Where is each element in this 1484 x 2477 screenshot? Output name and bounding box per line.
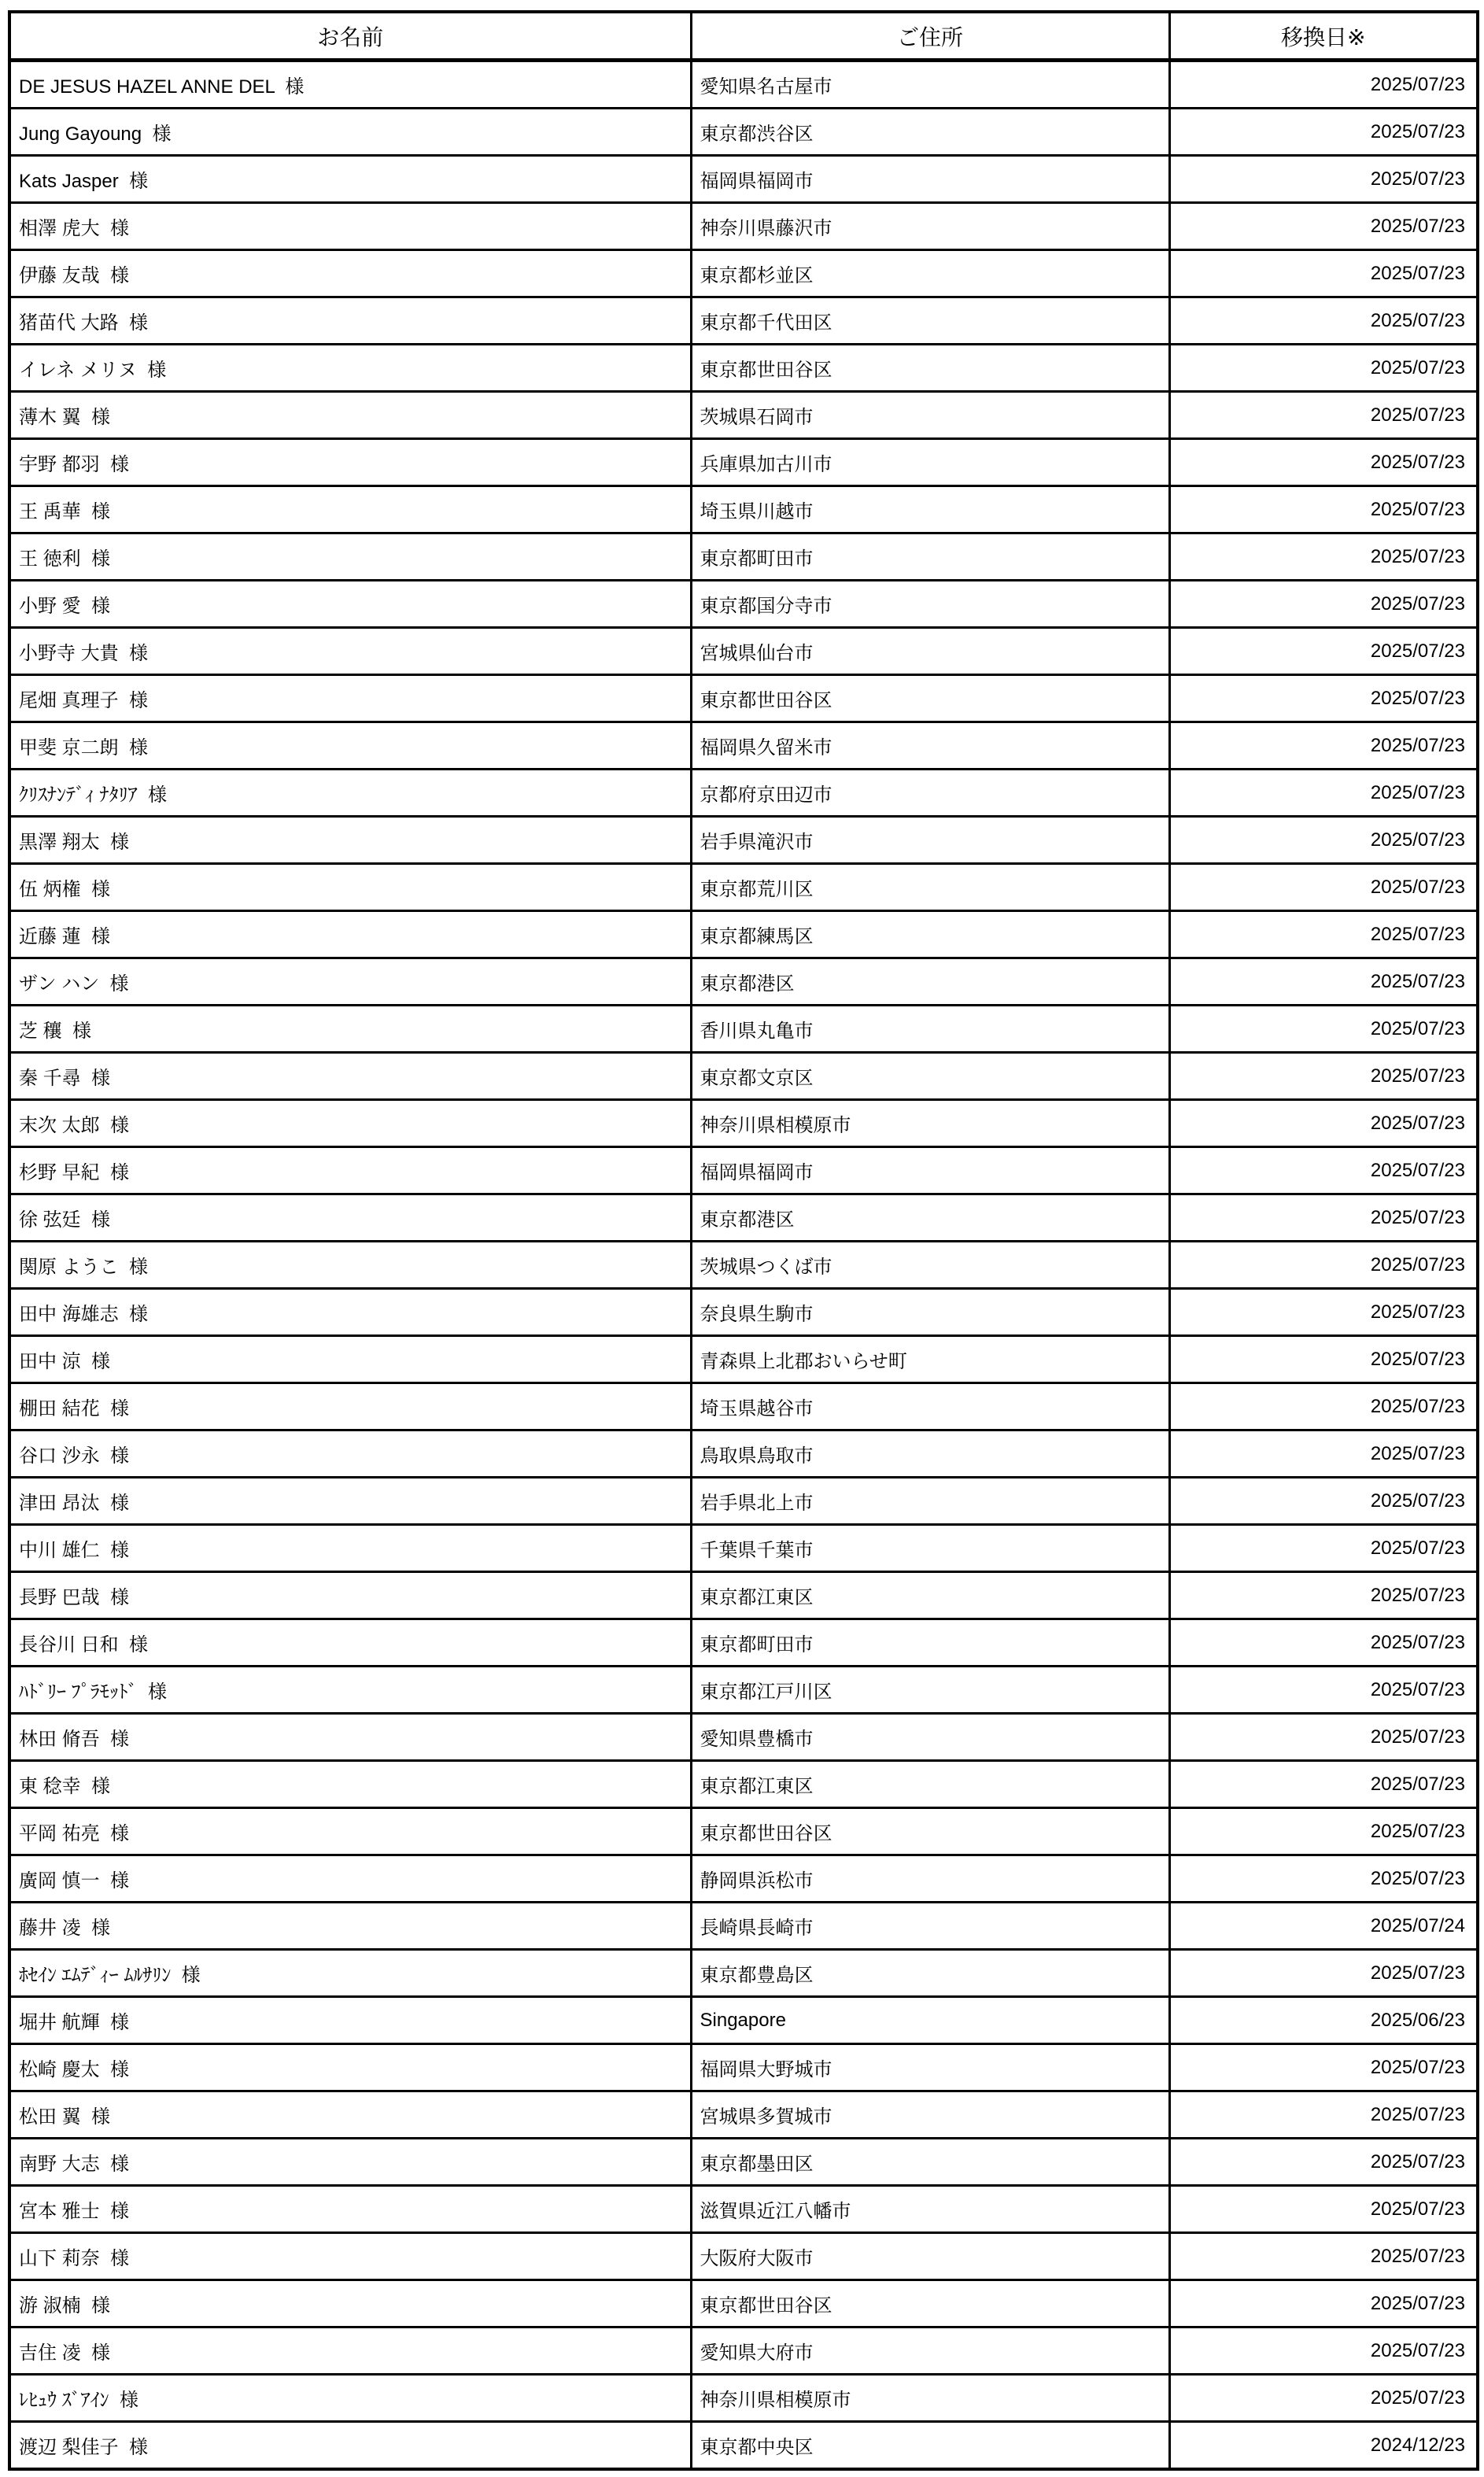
table-row [9, 203, 1478, 250]
cell-transfer-date: 2025/07/23 [1169, 2375, 1478, 2422]
cell-customer-name: 廣岡 慎一 様 [9, 1855, 691, 1903]
table-row [9, 2186, 1478, 2233]
cell-transfer-date: 2025/07/23 [1169, 1289, 1478, 1336]
table-row [9, 2422, 1478, 2470]
cell-customer-name: イレネ メリヌ 様 [9, 345, 691, 392]
cell-transfer-date: 2025/07/23 [1169, 345, 1478, 392]
cell-address: 愛知県大府市 [691, 2327, 1169, 2375]
table-row [9, 2280, 1478, 2327]
cell-customer-name: 藤井 凌 様 [9, 1903, 691, 1950]
cell-address: 岩手県北上市 [691, 1478, 1169, 1525]
cell-transfer-date: 2025/07/23 [1169, 817, 1478, 864]
cell-transfer-date: 2025/07/23 [1169, 1147, 1478, 1194]
cell-address: 静岡県浜松市 [691, 1855, 1169, 1903]
cell-address: 岩手県滝沢市 [691, 817, 1169, 864]
cell-address: 福岡県福岡市 [691, 156, 1169, 203]
cell-customer-name: 渡辺 梨佳子 様 [9, 2422, 691, 2470]
cell-customer-name: 芝 穰 様 [9, 1006, 691, 1053]
cell-transfer-date: 2025/07/23 [1169, 1053, 1478, 1100]
cell-address: 宮城県仙台市 [691, 628, 1169, 675]
cell-transfer-date: 2025/07/23 [1169, 1761, 1478, 1808]
cell-customer-name: ｸﾘｽﾅﾝﾃﾞｨ ﾅﾀﾘｱ 様 [9, 770, 691, 817]
cell-customer-name: 王 禹華 様 [9, 486, 691, 533]
cell-customer-name: 田中 海雄志 様 [9, 1289, 691, 1336]
cell-transfer-date: 2025/07/23 [1169, 109, 1478, 156]
cell-address: 香川県丸亀市 [691, 1006, 1169, 1053]
cell-address: 福岡県久留米市 [691, 722, 1169, 770]
table-row [9, 817, 1478, 864]
cell-customer-name: 林田 脩吾 様 [9, 1714, 691, 1761]
table-row [9, 1478, 1478, 1525]
cell-customer-name: 伍 炳権 様 [9, 864, 691, 911]
table-row [9, 2044, 1478, 2091]
cell-customer-name: ﾊﾄﾞﾘｰ ﾌﾟﾗﾓｯﾄﾞ 様 [9, 1667, 691, 1714]
table-row [9, 1761, 1478, 1808]
cell-address: 宮城県多賀城市 [691, 2091, 1169, 2139]
table-row [9, 628, 1478, 675]
cell-address: 埼玉県越谷市 [691, 1383, 1169, 1430]
cell-address: 愛知県豊橋市 [691, 1714, 1169, 1761]
table-row [9, 1619, 1478, 1667]
cell-customer-name: DE JESUS HAZEL ANNE DEL 様 [9, 61, 691, 109]
cell-address: 愛知県名古屋市 [691, 61, 1169, 109]
cell-transfer-date: 2025/07/23 [1169, 533, 1478, 581]
cell-address: 福岡県福岡市 [691, 1147, 1169, 1194]
cell-transfer-date: 2025/07/23 [1169, 581, 1478, 628]
cell-address: 東京都江戸川区 [691, 1667, 1169, 1714]
cell-transfer-date: 2025/07/23 [1169, 203, 1478, 250]
cell-customer-name: 中川 雄仁 様 [9, 1525, 691, 1572]
cell-address: 東京都千代田区 [691, 297, 1169, 345]
table-row [9, 770, 1478, 817]
cell-customer-name: ﾚﾋｭｳ ｽﾞｱｲﾝ 様 [9, 2375, 691, 2422]
cell-address: 兵庫県加古川市 [691, 439, 1169, 486]
cell-address: 東京都世田谷区 [691, 675, 1169, 722]
cell-customer-name: Kats Jasper 様 [9, 156, 691, 203]
cell-address: 東京都世田谷区 [691, 1808, 1169, 1855]
cell-transfer-date: 2025/07/23 [1169, 1242, 1478, 1289]
cell-address: 東京都町田市 [691, 533, 1169, 581]
table-row [9, 1194, 1478, 1242]
table-row [9, 2091, 1478, 2139]
cell-transfer-date: 2025/07/23 [1169, 1383, 1478, 1430]
table-row [9, 1525, 1478, 1572]
cell-customer-name: 東 稔幸 様 [9, 1761, 691, 1808]
cell-transfer-date: 2025/07/23 [1169, 1855, 1478, 1903]
table-row [9, 486, 1478, 533]
table-row [9, 1006, 1478, 1053]
cell-transfer-date: 2025/07/23 [1169, 392, 1478, 439]
cell-customer-name: 近藤 蓮 様 [9, 911, 691, 958]
cell-customer-name: 宇野 都羽 様 [9, 439, 691, 486]
cell-customer-name: 松崎 慶太 様 [9, 2044, 691, 2091]
cell-transfer-date: 2025/07/23 [1169, 156, 1478, 203]
cell-customer-name: ﾎｾｲﾝ ｴﾑﾃﾞｨｰ ﾑﾙｻﾘﾝ 様 [9, 1950, 691, 1997]
cell-address: 東京都国分寺市 [691, 581, 1169, 628]
cell-address: 神奈川県相模原市 [691, 2375, 1169, 2422]
table-row [9, 1808, 1478, 1855]
header-cell-name: お名前 [9, 12, 691, 61]
cell-address: 長崎県長崎市 [691, 1903, 1169, 1950]
cell-transfer-date: 2025/06/23 [1169, 1997, 1478, 2044]
cell-address: 東京都世田谷区 [691, 2280, 1169, 2327]
table-row [9, 1053, 1478, 1100]
table-row [9, 533, 1478, 581]
cell-address: Singapore [691, 1997, 1169, 2044]
cell-transfer-date: 2025/07/23 [1169, 628, 1478, 675]
cell-address: 鳥取県鳥取市 [691, 1430, 1169, 1478]
header-row [9, 12, 1478, 61]
table-row [9, 61, 1478, 109]
cell-transfer-date: 2025/07/23 [1169, 2139, 1478, 2186]
cell-transfer-date: 2025/07/23 [1169, 675, 1478, 722]
cell-transfer-date: 2025/07/23 [1169, 1808, 1478, 1855]
cell-transfer-date: 2025/07/23 [1169, 722, 1478, 770]
table-row [9, 250, 1478, 297]
cell-transfer-date: 2025/07/23 [1169, 770, 1478, 817]
table-row [9, 2139, 1478, 2186]
cell-customer-name: 小野 愛 様 [9, 581, 691, 628]
table-row [9, 1242, 1478, 1289]
cell-customer-name: 宮本 雅士 様 [9, 2186, 691, 2233]
cell-transfer-date: 2025/07/23 [1169, 958, 1478, 1006]
table-row [9, 439, 1478, 486]
cell-transfer-date: 2025/07/23 [1169, 297, 1478, 345]
cell-transfer-date: 2025/07/23 [1169, 486, 1478, 533]
table-row [9, 2375, 1478, 2422]
cell-transfer-date: 2025/07/23 [1169, 911, 1478, 958]
cell-address: 東京都中央区 [691, 2422, 1169, 2470]
cell-transfer-date: 2025/07/23 [1169, 1950, 1478, 1997]
cell-transfer-date: 2025/07/23 [1169, 2091, 1478, 2139]
table-row [9, 581, 1478, 628]
table-row [9, 1950, 1478, 1997]
cell-address: 大阪府大阪市 [691, 2233, 1169, 2280]
cell-customer-name: 游 淑楠 様 [9, 2280, 691, 2327]
cell-transfer-date: 2025/07/23 [1169, 1667, 1478, 1714]
table-row [9, 109, 1478, 156]
cell-customer-name: 堀井 航輝 様 [9, 1997, 691, 2044]
cell-address: 東京都墨田区 [691, 2139, 1169, 2186]
cell-address: 滋賀県近江八幡市 [691, 2186, 1169, 2233]
cell-address: 東京都荒川区 [691, 864, 1169, 911]
cell-address: 東京都渋谷区 [691, 109, 1169, 156]
cell-customer-name: 猪苗代 大路 様 [9, 297, 691, 345]
cell-address: 埼玉県川越市 [691, 486, 1169, 533]
table-row [9, 1383, 1478, 1430]
cell-address: 千葉県千葉市 [691, 1525, 1169, 1572]
cell-transfer-date: 2025/07/23 [1169, 1619, 1478, 1667]
table-row [9, 156, 1478, 203]
table-row [9, 1430, 1478, 1478]
cell-transfer-date: 2025/07/23 [1169, 1525, 1478, 1572]
table-row [9, 1667, 1478, 1714]
cell-address: 東京都世田谷区 [691, 345, 1169, 392]
cell-address: 東京都文京区 [691, 1053, 1169, 1100]
cell-customer-name: 王 徳利 様 [9, 533, 691, 581]
cell-transfer-date: 2025/07/23 [1169, 864, 1478, 911]
cell-customer-name: 黒澤 翔太 様 [9, 817, 691, 864]
table-row [9, 958, 1478, 1006]
cell-customer-name: 山下 莉奈 様 [9, 2233, 691, 2280]
cell-transfer-date: 2025/07/23 [1169, 1100, 1478, 1147]
cell-transfer-date: 2025/07/23 [1169, 61, 1478, 109]
table-row [9, 345, 1478, 392]
cell-customer-name: 吉住 凌 様 [9, 2327, 691, 2375]
cell-customer-name: 尾畑 真理子 様 [9, 675, 691, 722]
cell-transfer-date: 2025/07/23 [1169, 439, 1478, 486]
header-cell-date: 移換日※ [1169, 12, 1478, 61]
cell-address: 東京都港区 [691, 1194, 1169, 1242]
table-body [9, 61, 1478, 2470]
cell-customer-name: 薄木 翼 様 [9, 392, 691, 439]
cell-customer-name: 相澤 虎大 様 [9, 203, 691, 250]
cell-address: 神奈川県相模原市 [691, 1100, 1169, 1147]
table-row [9, 2233, 1478, 2280]
cell-customer-name: Jung Gayoung 様 [9, 109, 691, 156]
cell-transfer-date: 2025/07/23 [1169, 1336, 1478, 1383]
cell-transfer-date: 2025/07/23 [1169, 2280, 1478, 2327]
cell-customer-name: 長谷川 日和 様 [9, 1619, 691, 1667]
cell-customer-name: 松田 翼 様 [9, 2091, 691, 2139]
transfer-date-table [8, 10, 1479, 2471]
cell-address: 福岡県大野城市 [691, 2044, 1169, 2091]
cell-transfer-date: 2025/07/23 [1169, 1194, 1478, 1242]
table-row [9, 1714, 1478, 1761]
cell-customer-name: 小野寺 大貴 様 [9, 628, 691, 675]
cell-customer-name: 杉野 早紀 様 [9, 1147, 691, 1194]
cell-address: 茨城県石岡市 [691, 392, 1169, 439]
cell-customer-name: 関原 ようこ 様 [9, 1242, 691, 1289]
cell-address: 東京都豊島区 [691, 1950, 1169, 1997]
cell-customer-name: 津田 昂汰 様 [9, 1478, 691, 1525]
table-row [9, 722, 1478, 770]
table-header [9, 12, 1478, 61]
cell-customer-name: 伊藤 友哉 様 [9, 250, 691, 297]
cell-transfer-date: 2025/07/23 [1169, 2044, 1478, 2091]
cell-transfer-date: 2025/07/23 [1169, 1714, 1478, 1761]
cell-address: 東京都港区 [691, 958, 1169, 1006]
cell-customer-name: 秦 千尋 様 [9, 1053, 691, 1100]
cell-address: 東京都江東区 [691, 1572, 1169, 1619]
cell-transfer-date: 2025/07/23 [1169, 250, 1478, 297]
table-row [9, 1289, 1478, 1336]
table-row [9, 392, 1478, 439]
cell-transfer-date: 2024/12/23 [1169, 2422, 1478, 2470]
table-row [9, 675, 1478, 722]
cell-transfer-date: 2025/07/23 [1169, 1430, 1478, 1478]
cell-address: 東京都江東区 [691, 1761, 1169, 1808]
cell-transfer-date: 2025/07/23 [1169, 2186, 1478, 2233]
cell-customer-name: 棚田 結花 様 [9, 1383, 691, 1430]
cell-customer-name: ザン ハン 様 [9, 958, 691, 1006]
table-row [9, 297, 1478, 345]
table-row [9, 1855, 1478, 1903]
cell-transfer-date: 2025/07/23 [1169, 1572, 1478, 1619]
cell-transfer-date: 2025/07/23 [1169, 2233, 1478, 2280]
cell-address: 青森県上北郡おいらせ町 [691, 1336, 1169, 1383]
cell-customer-name: 南野 大志 様 [9, 2139, 691, 2186]
cell-address: 京都府京田辺市 [691, 770, 1169, 817]
cell-customer-name: 平岡 祐亮 様 [9, 1808, 691, 1855]
table-row [9, 911, 1478, 958]
table-row [9, 1336, 1478, 1383]
cell-address: 茨城県つくば市 [691, 1242, 1169, 1289]
cell-address: 東京都杉並区 [691, 250, 1169, 297]
cell-customer-name: 長野 巴哉 様 [9, 1572, 691, 1619]
cell-transfer-date: 2025/07/24 [1169, 1903, 1478, 1950]
table-row [9, 2327, 1478, 2375]
cell-transfer-date: 2025/07/23 [1169, 1006, 1478, 1053]
table-row [9, 1100, 1478, 1147]
table-row [9, 864, 1478, 911]
cell-customer-name: 谷口 沙永 様 [9, 1430, 691, 1478]
cell-customer-name: 末次 太郎 様 [9, 1100, 691, 1147]
table-row [9, 1997, 1478, 2044]
table-row [9, 1572, 1478, 1619]
cell-customer-name: 田中 涼 様 [9, 1336, 691, 1383]
cell-address: 奈良県生駒市 [691, 1289, 1169, 1336]
cell-address: 東京都町田市 [691, 1619, 1169, 1667]
cell-transfer-date: 2025/07/23 [1169, 1478, 1478, 1525]
cell-customer-name: 甲斐 京二朗 様 [9, 722, 691, 770]
table-row [9, 1903, 1478, 1950]
cell-transfer-date: 2025/07/23 [1169, 2327, 1478, 2375]
cell-address: 神奈川県藤沢市 [691, 203, 1169, 250]
table-row [9, 1147, 1478, 1194]
cell-customer-name: 徐 弦廷 様 [9, 1194, 691, 1242]
cell-address: 東京都練馬区 [691, 911, 1169, 958]
header-cell-address: ご住所 [691, 12, 1169, 61]
